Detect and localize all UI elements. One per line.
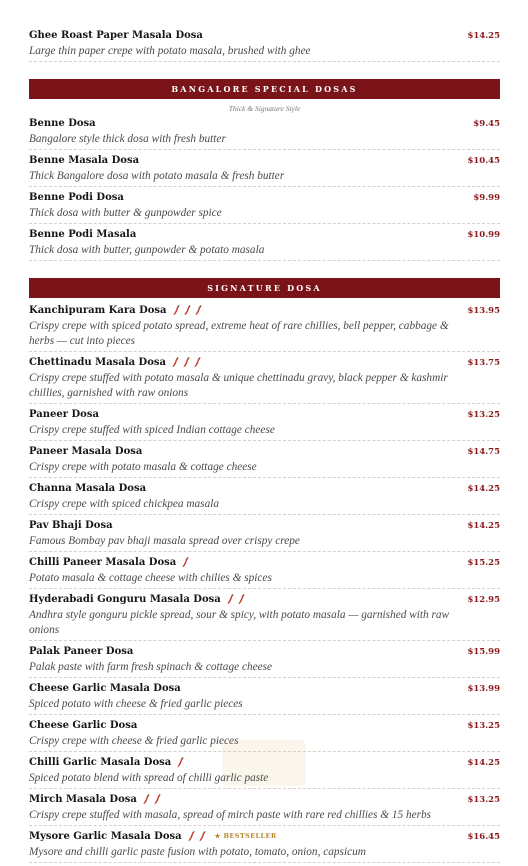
spice-level: [176, 757, 185, 768]
item-name-wrap: [29, 755, 185, 770]
chili-icon: [194, 305, 203, 316]
item-price: $15.25: [467, 558, 500, 568]
item-price: $13.25: [467, 721, 500, 731]
chili-icon: [183, 305, 192, 316]
item-name: Hyderabadi Gonguru Masala Dosa: [29, 594, 221, 605]
item-description: Mysore and chilli garlic paste fusion with potato, tomato, onion, capsicum: [29, 846, 366, 858]
item-price: $10.99: [467, 230, 500, 240]
item-name: Chilli Garlic Masala Dosa: [29, 757, 172, 768]
menu-item: [29, 755, 500, 789]
spice-level: [181, 557, 190, 568]
item-price: $13.95: [467, 306, 500, 316]
item-name: Mysore Garlic Masala Dosa: [29, 831, 182, 842]
spice-level: [142, 794, 162, 805]
item-price: $13.25: [467, 795, 500, 805]
item-description: Crispy crepe stuffed with masala, spread of mirch paste with rare red chillies & 15 herbs: [29, 809, 432, 821]
item-name-wrap: [29, 718, 137, 733]
item-price: $16.45: [467, 832, 500, 842]
item-name-wrap: [29, 116, 96, 131]
item-description: Crispy crepe stuffed with potato masala & unique chettinadu gravy, black pepper & kashmir chillies, garnished with raw onions: [29, 372, 448, 399]
item-name-wrap: [29, 792, 162, 807]
item-description: Crispy crepe stuffed with spiced Indian cottage cheese: [29, 424, 275, 436]
menu-item: [29, 555, 500, 589]
menu-item: [29, 718, 500, 752]
menu-item: [29, 644, 500, 678]
item-name-wrap: [29, 481, 146, 496]
spice-level: [226, 594, 246, 605]
section-header-bangalore: BANGALORE SPECIAL DOSAS: [29, 79, 500, 99]
item-price: $14.75: [467, 447, 500, 457]
item-name: Kanchipuram Kara Dosa: [29, 305, 167, 316]
menu-item: [29, 829, 500, 863]
chili-icon: [187, 831, 196, 842]
menu-item: [29, 190, 500, 224]
chili-icon: [142, 794, 151, 805]
item-name: Pav Bhaji Dosa: [29, 520, 113, 531]
chili-icon: [226, 594, 235, 605]
item-name-wrap: [29, 592, 246, 607]
item-description: Crispy crepe with spiced chickpea masala: [29, 498, 220, 510]
item-name-wrap: [29, 227, 136, 242]
item-price: $13.25: [467, 410, 500, 420]
item-description: Famous Bombay pav bhaji masala spread over crispy crepe: [29, 535, 300, 547]
item-name: Benne Dosa: [29, 118, 96, 129]
menu-item: [29, 518, 500, 552]
item-name-wrap: [29, 444, 142, 459]
item-name: Benne Podi Dosa: [29, 192, 124, 203]
menu-item: [29, 444, 500, 478]
spice-level: [172, 305, 203, 316]
menu-item: [29, 153, 500, 187]
item-name: Chettinadu Masala Dosa: [29, 357, 166, 368]
chili-icon: [171, 357, 180, 368]
menu-item: [29, 227, 500, 261]
signature-dosa-list: [29, 303, 500, 863]
item-price: $14.25: [467, 484, 500, 494]
chili-icon: [172, 305, 181, 316]
item-price: $14.25: [467, 758, 500, 768]
item-price: $9.99: [473, 193, 500, 203]
item-description: Thick dosa with butter & gunpowder spice: [29, 207, 222, 219]
item-name: Benne Masala Dosa: [29, 155, 140, 166]
section-header-signature: SIGNATURE DOSA: [29, 278, 500, 298]
item-name: Chilli Paneer Masala Dosa: [29, 557, 177, 568]
menu-item: [29, 681, 500, 715]
item-name-wrap: [29, 518, 113, 533]
bestseller-badge: ★ BESTSELLER: [214, 832, 277, 840]
item-description: Large thin paper crepe with potato masala, brushed with ghee: [29, 45, 311, 57]
menu-item: [29, 792, 500, 826]
chili-icon: [176, 757, 185, 768]
item-name: Channa Masala Dosa: [29, 483, 147, 494]
chili-icon: [193, 357, 202, 368]
item-description: Bangalore style thick dosa with fresh butter: [29, 133, 226, 145]
item-description: Palak paste with farm fresh spinach & cottage cheese: [29, 661, 273, 673]
item-name-wrap: [29, 555, 190, 570]
item-description: Crispy crepe with potato masala & cottage cheese: [29, 461, 257, 473]
item-price: $15.99: [467, 647, 500, 657]
item-name-wrap: [29, 407, 99, 422]
menu-item: [29, 303, 500, 352]
chili-icon: [153, 794, 162, 805]
item-name-wrap: [29, 829, 277, 844]
item-description: Thick Bangalore dosa with potato masala & fresh butter: [29, 170, 285, 182]
item-price: $12.95: [467, 595, 500, 605]
menu-item: [29, 592, 500, 641]
item-name-wrap: [29, 303, 203, 318]
chili-icon: [198, 831, 207, 842]
item-price: $13.75: [467, 358, 500, 368]
item-price: $14.25: [467, 31, 500, 41]
menu-page: [29, 28, 500, 866]
spice-level: [171, 357, 202, 368]
menu-item: [29, 407, 500, 441]
item-name-wrap: [29, 355, 202, 370]
spice-level: [187, 831, 207, 842]
item-name: Cheese Garlic Masala Dosa: [29, 683, 181, 694]
item-name: Paneer Dosa: [29, 409, 99, 420]
item-name: Ghee Roast Paper Masala Dosa: [29, 30, 203, 41]
item-price: $9.45: [473, 119, 500, 129]
chili-icon: [237, 594, 246, 605]
item-description: Thick dosa with butter, gunpowder & potato masala: [29, 244, 265, 256]
item-name: Cheese Garlic Dosa: [29, 720, 138, 731]
item-description: Spiced potato with cheese & fried garlic pieces: [29, 698, 243, 710]
item-name: Mirch Masala Dosa: [29, 794, 137, 805]
item-price: $13.99: [467, 684, 500, 694]
menu-item: [29, 28, 500, 62]
item-price: $14.25: [467, 521, 500, 531]
section-subtitle: Thick & Signature Style: [228, 104, 301, 113]
menu-item: [29, 481, 500, 515]
item-description: Spiced potato blend with spread of chilli garlic paste: [29, 772, 269, 784]
bangalore-dosa-list: [29, 116, 500, 261]
item-description: Crispy crepe with spiced potato spread, extreme heat of rare chillies, bell pepper, cabbage & herbs — cut into pieces: [29, 320, 449, 347]
chili-icon: [182, 357, 191, 368]
item-name-wrap: [29, 190, 124, 205]
item-description: Crispy crepe with cheese & fried garlic pieces: [29, 735, 239, 747]
item-name-wrap: [29, 681, 181, 696]
chili-icon: [181, 557, 190, 568]
menu-item: [29, 116, 500, 150]
item-name-wrap: [29, 644, 133, 659]
item-name: Paneer Masala Dosa: [29, 446, 143, 457]
item-description: Potato masala & cottage cheese with chilies & spices: [29, 572, 272, 584]
item-name: Benne Podi Masala: [29, 229, 137, 240]
item-description: Andhra style gonguru pickle spread, sour & spicy, with potato masala — garnished with raw onions: [29, 609, 450, 636]
item-name: Palak Paneer Dosa: [29, 646, 134, 657]
item-name-wrap: [29, 153, 139, 168]
item-price: $10.45: [467, 156, 500, 166]
menu-item: [29, 355, 500, 404]
